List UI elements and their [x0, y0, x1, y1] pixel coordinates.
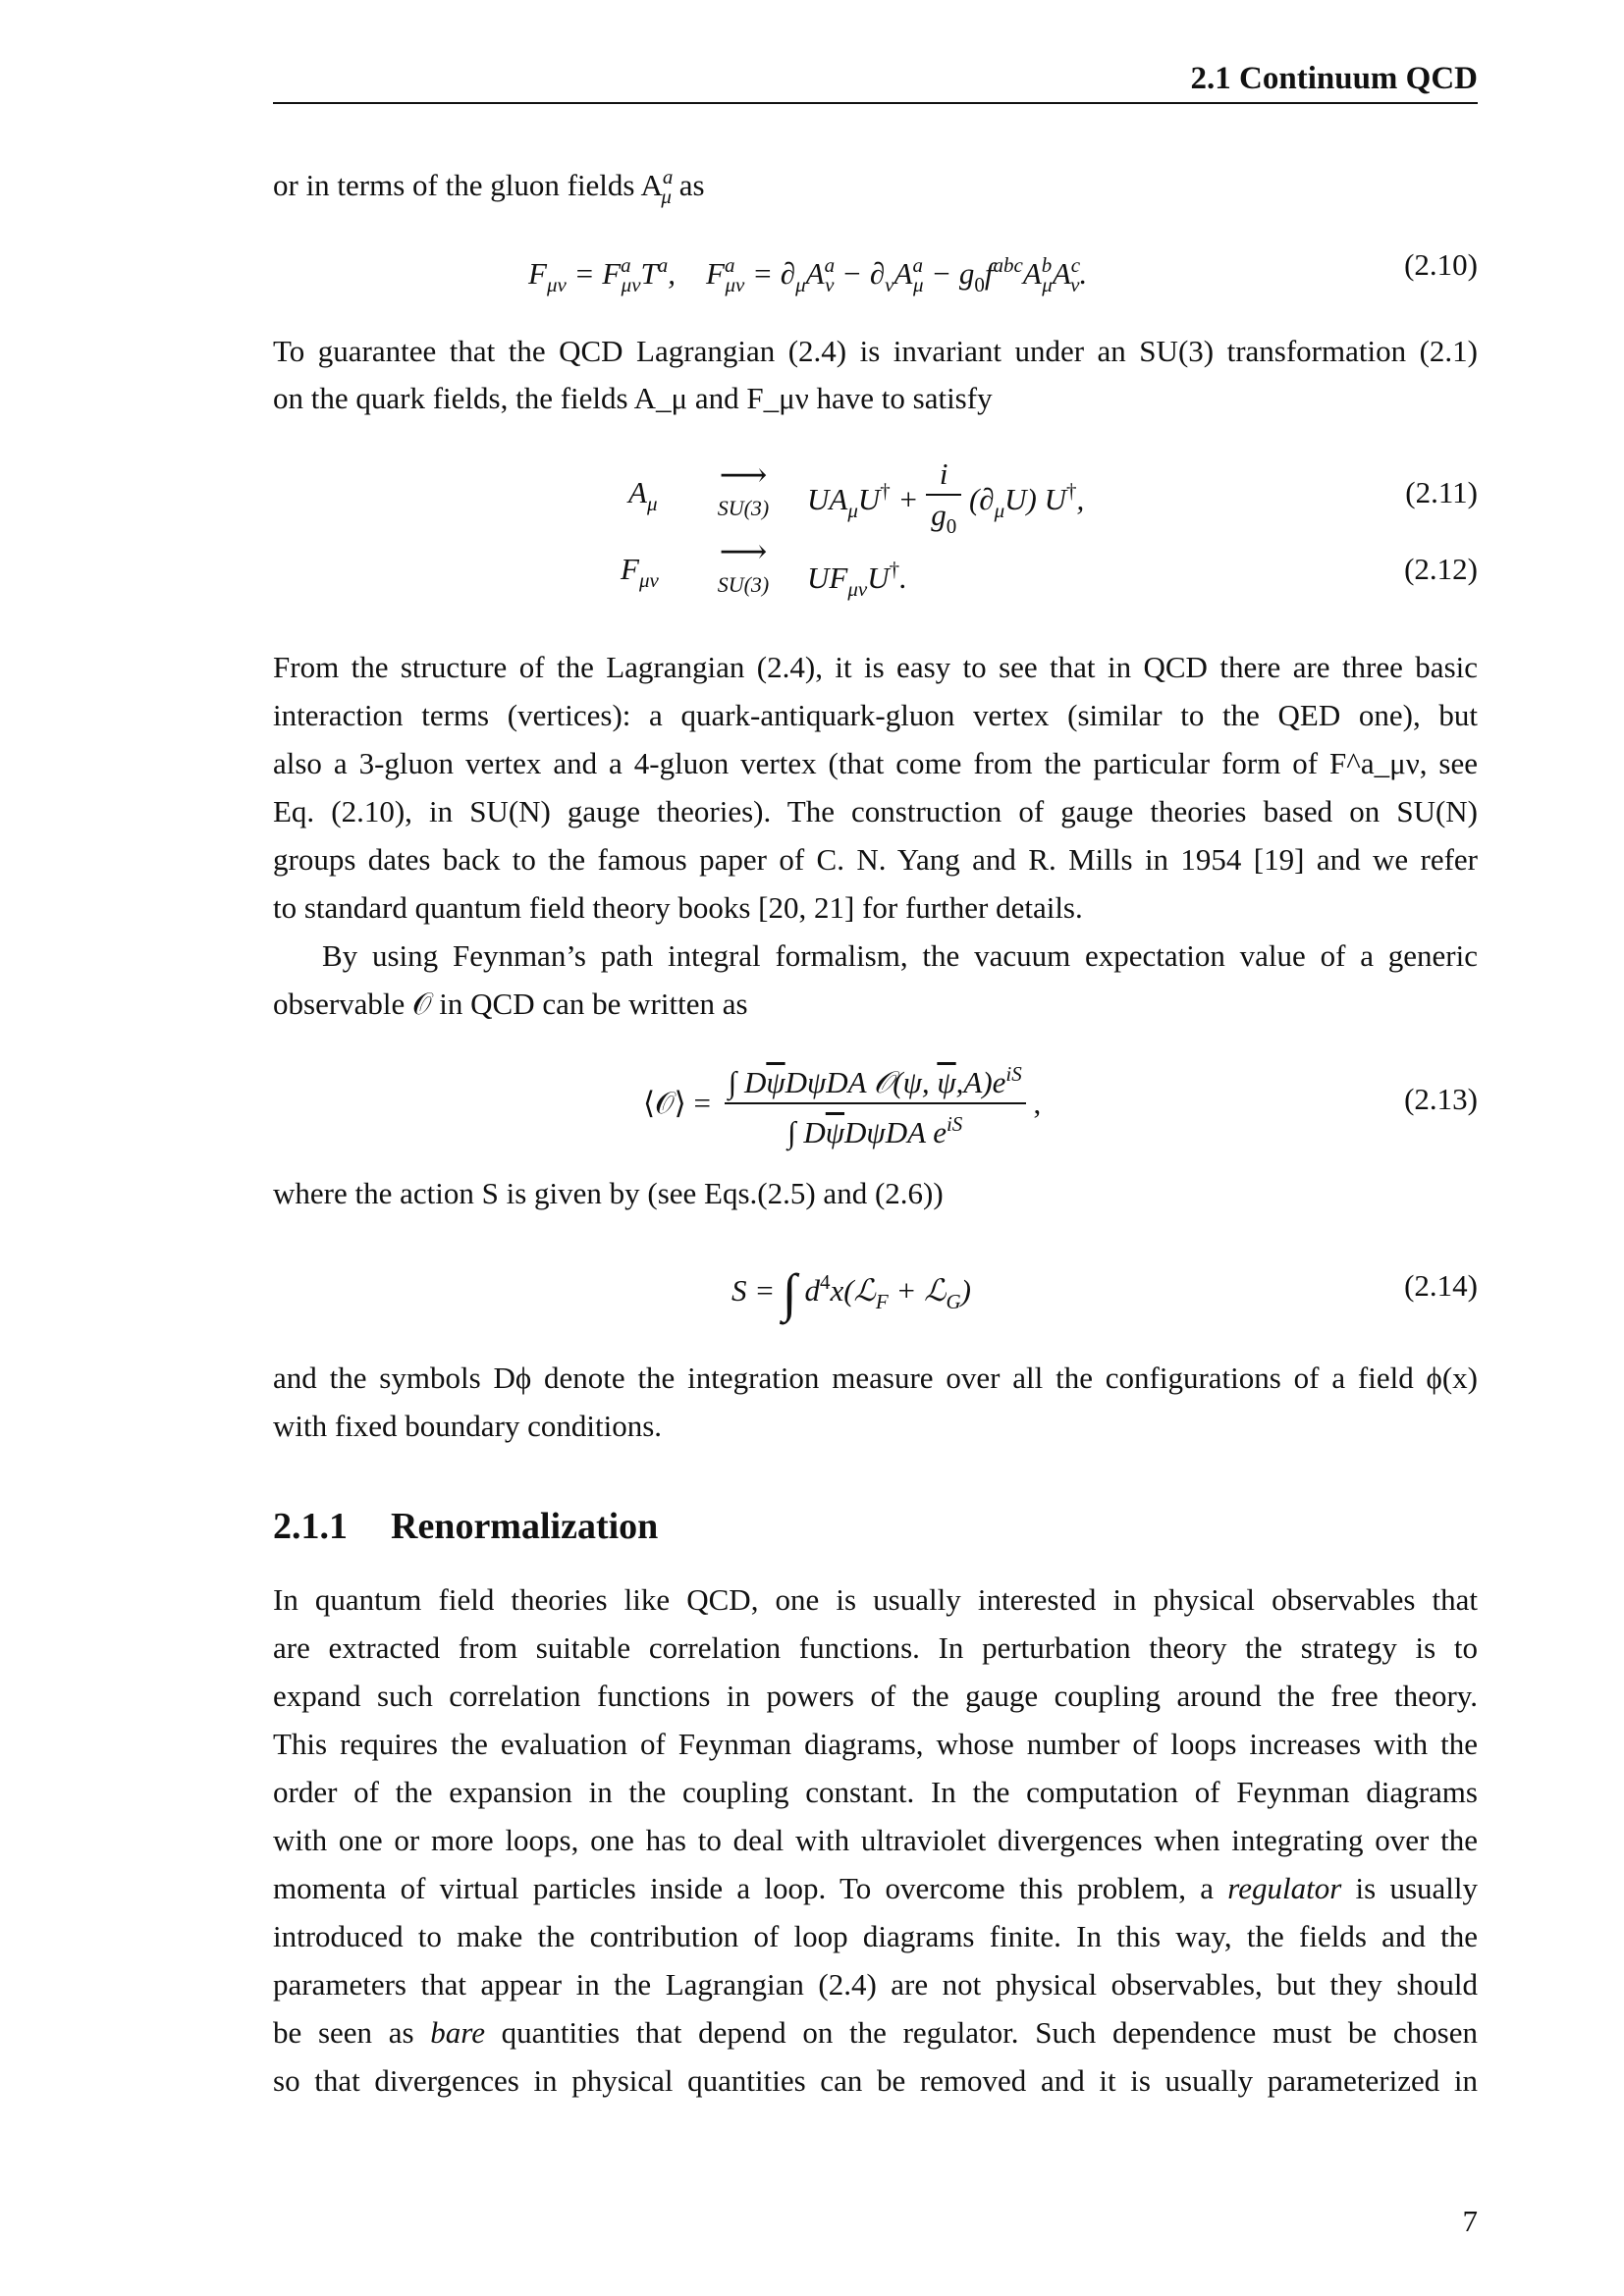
paragraph-line: expand such correlation functions in powers of the gauge coupling around the free theory. — [273, 1679, 1478, 1713]
paragraph-line: or in terms of the gluon fields $A^a_\mu$ as — [273, 165, 705, 208]
equation-2-10: $F_{\mu\nu} = F^a_{\mu\nu}T^a$, $F^a_{\mu\nu} = \partial_\mu A^a_\nu - \partial_\nu A^a_\mu - g_0f^{abc}A^b_\mu A^c_\nu$. — [528, 253, 1088, 296]
paragraph-line: where the action S is given by (see Eqs.(2.5) and (2.6)) — [273, 1176, 944, 1210]
equation-number: (2.12) — [1404, 552, 1478, 586]
paragraph-line: with one or more loops, one has to deal with ultraviolet divergences when integrating over the — [273, 1823, 1478, 1857]
paragraph-line: be seen as bare quantities that depend on the regulator. Such dependence must be chosen — [273, 2015, 1478, 2050]
equation-2-13: ⟨𝒪⟩ = $\frac{\int D\overline{\psi}D\psi DA 𝒪(\psi, \overline{\psi},A)e^{iS}}{\int D\overline{\psi}D\psi DA e^{iS}}$ , — [643, 1054, 1041, 1152]
paragraph-line: also a 3-gluon vertex and a 4-gluon vertex (that come from the particular form of F^a_μν, see — [273, 746, 1478, 780]
equation-number: (2.10) — [1404, 247, 1478, 282]
paragraph-line: and the symbols Dϕ denote the integration measure over all the configurations of a field ϕ(x) — [273, 1361, 1478, 1395]
paragraph-line: To guarantee that the QCD Lagrangian (2.4) is invariant under an SU(3) transformation (2.1) — [273, 334, 1478, 368]
equation-number: (2.13) — [1404, 1082, 1478, 1116]
paragraph-line: By using Feynman’s path integral formalism, the vacuum expectation value of a generic — [322, 938, 1478, 973]
equation-number: (2.11) — [1405, 475, 1478, 509]
equation-2-14: S = ∫ $d^4x(ℒ_F$ + ℒ$_G$) — [731, 1263, 971, 1322]
running-header — [273, 57, 1478, 104]
su3-arrow: ⟶ SU(3) — [717, 457, 770, 520]
equation-2-11: $A_\mu$ — [628, 475, 658, 515]
paragraph-line: on the quark fields, the fields A_μ and F_μν have to satisfy — [273, 381, 993, 415]
equation-2-12-rhs: $UF_{\mu\nu}U^\dagger$. — [807, 558, 907, 601]
paragraph-line: In quantum field theories like QCD, one is usually interested in physical observables that — [273, 1582, 1478, 1617]
section-heading — [273, 1504, 658, 1549]
paragraph-line: This requires the evaluation of Feynman diagrams, whose number of loops increases with the — [273, 1727, 1478, 1761]
equation-number: (2.14) — [1404, 1268, 1478, 1303]
su3-arrow: ⟶ SU(3) — [717, 534, 770, 597]
paragraph-line: order of the expansion in the coupling constant. In the computation of Feynman diagrams — [273, 1775, 1478, 1809]
section-title: Renormalization — [391, 1506, 659, 1547]
paragraph-line: observable 𝒪 in QCD can be written as — [273, 987, 748, 1021]
paragraph-line: interaction terms (vertices): a quark-antiquark-gluon vertex (similar to the QED one), but — [273, 698, 1478, 732]
paragraph-line: Eq. (2.10), in SU(N) gauge theories). The construction of gauge theories based on SU(N) — [273, 794, 1478, 828]
paragraph-line: with fixed boundary conditions. — [273, 1409, 663, 1443]
paragraph-line: introduced to make the contribution of loop diagrams finite. In this way, the fields and the — [273, 1919, 1478, 1953]
section-number: 2.1.1 — [273, 1506, 348, 1547]
equation-2-11-rhs: $UA_\mu U^\dagger$ + $\frac{i}{g_0}$ $(\partial_\mu U)$ U†, — [807, 456, 1085, 538]
paragraph-line: are extracted from suitable correlation functions. In perturbation theory the strategy is to — [273, 1630, 1478, 1665]
paragraph-line: so that divergences in physical quantities can be removed and it is usually parameterized in — [273, 2063, 1478, 2098]
paragraph-line: groups dates back to the famous paper of C. N. Yang and R. Mills in 1954 [19] and we refer — [273, 842, 1478, 877]
paragraph-line: momenta of virtual particles inside a loop. To overcome this problem, a regulator is usually — [273, 1871, 1478, 1905]
running-title: 2.1 Continuum QCD — [1190, 61, 1478, 96]
paragraph-line: parameters that appear in the Lagrangian (2.4) are not physical observables, but they should — [273, 1967, 1478, 2002]
page-number: 7 — [1462, 2204, 1478, 2238]
paragraph-line: to standard quantum field theory books [20, 21] for further details. — [273, 890, 1083, 925]
paragraph-line: From the structure of the Lagrangian (2.4), it is easy to see that in QCD there are three basic — [273, 650, 1478, 684]
equation-2-12: $F_{\mu\nu}$ — [621, 552, 659, 592]
